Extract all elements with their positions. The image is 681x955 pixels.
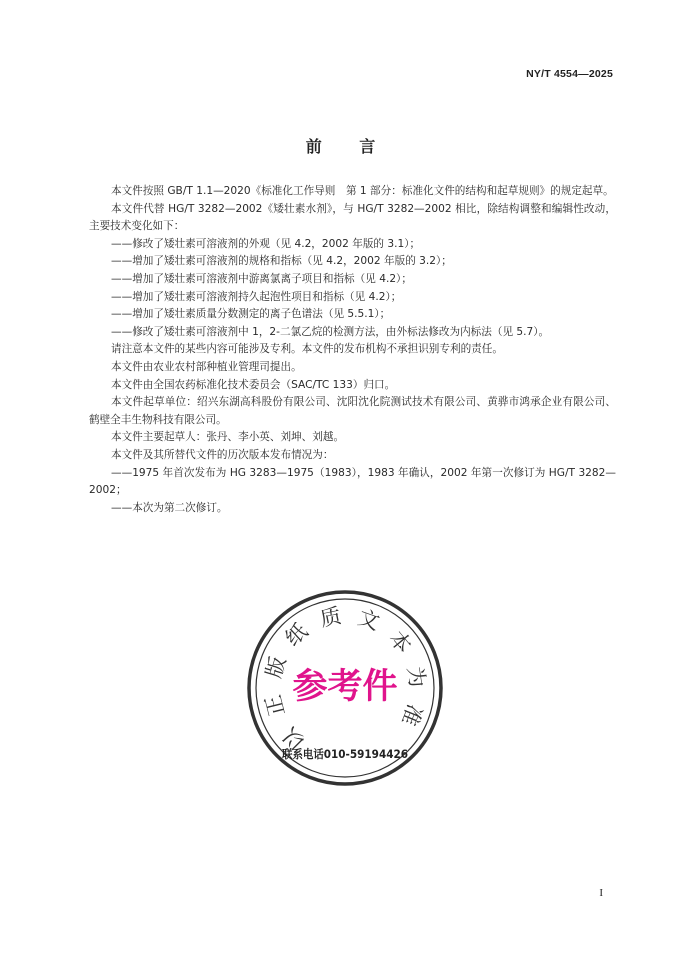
paragraph: 本文件主要起草人：张丹、李小英、刘坤、刘越。 [111,431,345,444]
history-item: ——本次为第二次修订。 [111,501,228,514]
paragraph: 本文件由农业农村部种植业管理司提出。 [111,360,302,373]
stamp-arc-char: 质 [317,603,344,632]
paragraph: 本文件起草单位：绍兴东湖高科股份有限公司、沈阳沈化院测试技术有限公司、黄骅市鸿承企业有限公司、鹤壁全丰生物科技有限公司。 [89,396,616,426]
stamp-arc-char: 版 [261,653,291,681]
page-title [0,134,681,157]
reference-copy-stamp [245,588,445,788]
stamp-phone-text: 联系电话010-59194426 [282,747,408,761]
history-item: ——1975 年首次发布为 HG 3283—1975（1983），1983 年确认，2002 年第一次修订为 HG/T 3282—2002； [89,466,616,497]
change-item: ——修改了矮壮素可溶液剂的外观（见 4.2，2002 年版的 3.1）； [111,237,421,250]
stamp-arc-char: 以 [278,723,310,755]
stamp-arc-char: 正 [260,692,290,719]
change-item: ——增加了矮壮素可溶液剂持久起泡性项目和指标（见 4.2）； [111,290,402,303]
title-char-2: 言 [359,137,376,156]
title-char-1: 前 [305,137,322,156]
document-body [89,183,616,517]
standard-number: NY/T 4554—2025 [526,68,613,80]
stamp-center-text: 参考件 [292,667,398,707]
stamp-arc-char: 准 [396,700,427,730]
stamp-arc-char: 纸 [280,618,313,651]
stamp-arc-char: 为 [402,664,430,690]
page-number: I [599,887,603,899]
paragraph: 本文件由全国农药标准化技术委员会（SAC/TC 133）归口。 [111,378,396,391]
change-item: ——增加了矮壮素质量分数测定的离子色谱法（见 5.5.1）； [111,308,391,321]
change-item: ——增加了矮壮素可溶液剂中游离氯离子项目和指标（见 4.2）； [111,272,412,285]
stamp-arc-char: 文 [354,605,383,635]
change-item: ——增加了矮壮素可溶液剂的规格和指标（见 4.2，2002 年版的 3.2）； [111,255,452,268]
paragraph: 请注意本文件的某些内容可能涉及专利。本文件的发布机构不承担识别专利的责任。 [111,343,503,356]
stamp-arc-char: 本 [384,626,417,658]
paragraph: 本文件按照 GB/T 1.1—2020《标准化工作导则 第 1 部分：标准化文件的结构和起草规则》的规定起草。 [111,185,614,197]
paragraph: 本文件及其所替代文件的历次版本发布情况为： [111,448,334,461]
change-item: ——修改了矮壮素可溶液剂中 1，2-二氯乙烷的检测方法，由外标法修改为内标法（见 5.7）。 [111,325,550,338]
paragraph: 本文件代替 HG/T 3282—2002《矮壮素水剂》，与 HG/T 3282—2002 相比，除结构调整和编辑性改动，主要技术变化如下： [89,202,616,233]
